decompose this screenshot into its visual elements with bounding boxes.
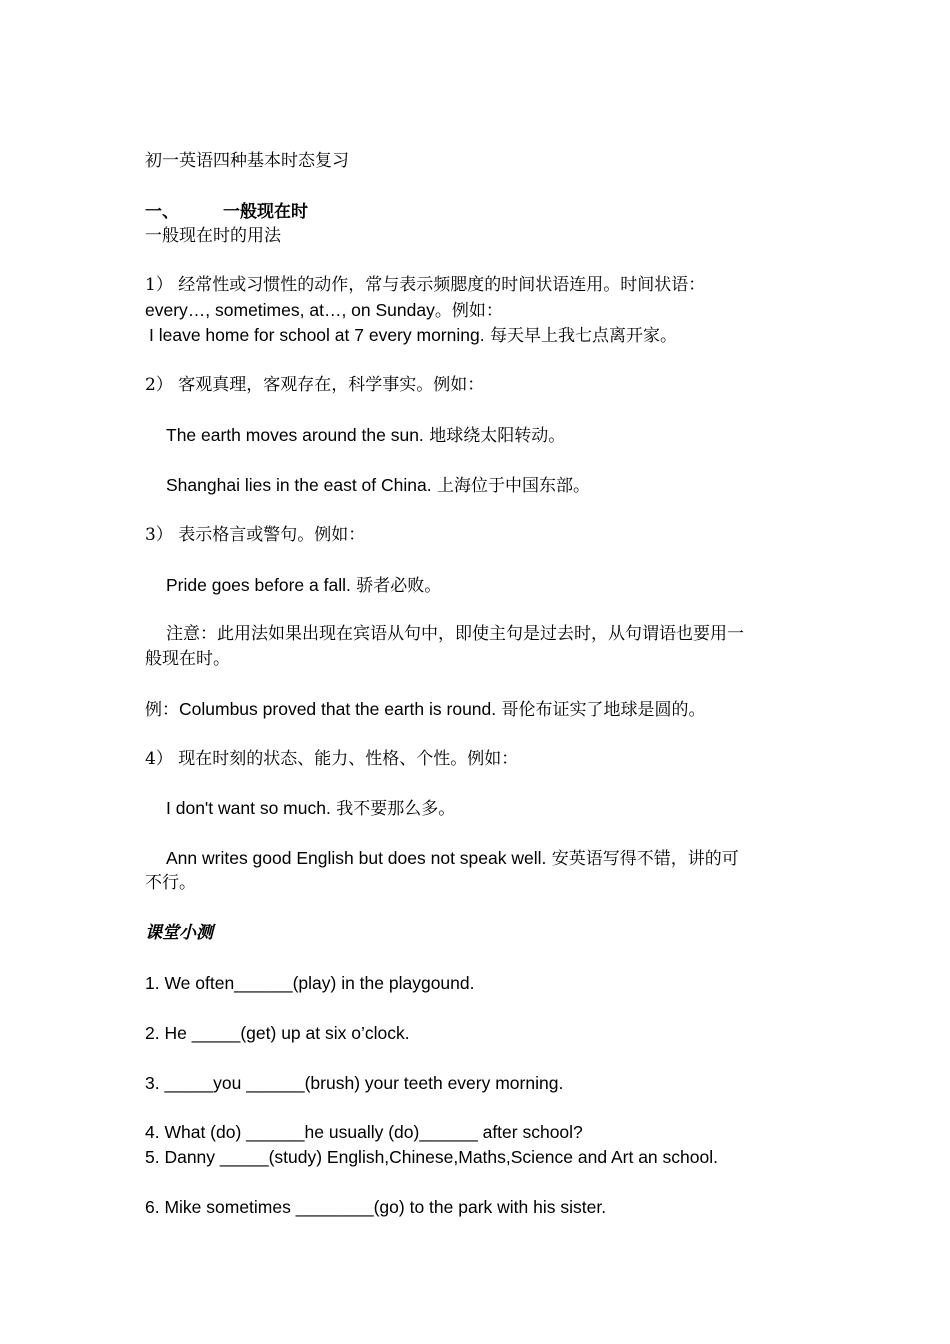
usage-3-example-2 — [145, 697, 706, 723]
example-prefix: 例： — [145, 700, 179, 720]
example-cn: 骄者必败。 — [350, 576, 442, 596]
adverbials-cn: 。例如： — [434, 301, 503, 321]
usage-4-example-2-cont: 不行。 — [145, 873, 196, 893]
quiz-item-6: 6. Mike sometimes ________(go) to the park with his sister. — [145, 1197, 607, 1217]
quiz-title: 课堂小测 — [145, 923, 213, 943]
usage-2-example-2 — [166, 473, 590, 499]
document-title: 初一英语四种基本时态复习 — [145, 151, 349, 171]
quiz-item-2: 2. He _____(get) up at six o’clock. — [145, 1023, 410, 1043]
usage-title: 一般现在时的用法 — [145, 226, 281, 246]
example-cn: 安英语写得不错，讲的可 — [546, 849, 739, 869]
example-cn: 地球绕太阳转动。 — [423, 426, 566, 446]
note-line-1: 注意：此用法如果出现在宾语从句中，即使主句是过去时，从句谓语也要用一 — [166, 624, 744, 644]
example-cn: 每天早上我七点离开家。 — [484, 326, 677, 346]
usage-3-example — [166, 573, 441, 599]
example-cn: 上海位于中国东部。 — [431, 476, 590, 496]
quiz-item-4: 4. What (do) ______he usually (do)______ after school? — [145, 1122, 583, 1142]
section-number: 一、 — [145, 202, 179, 222]
usage-1-text: 1） 经常性或习惯性的动作，常与表示频腮度的时间状语连用。时间状语： — [145, 275, 706, 295]
example-en: Shanghai lies in the east of China. — [166, 475, 432, 495]
example-en: I don't want so much. — [166, 798, 331, 818]
adverbials-en: every…, sometimes, at…, on Sunday — [145, 300, 435, 320]
section-heading — [145, 199, 308, 225]
quiz-item-3: 3. _____you ______(brush) your teeth every morning. — [145, 1073, 564, 1093]
usage-4-example-1 — [166, 796, 455, 822]
section-title: 一般现在时 — [223, 202, 308, 222]
note-line-2: 般现在时。 — [145, 649, 230, 669]
example-en: Ann writes good English but does not speak well. — [166, 848, 547, 868]
usage-2-text: 2） 客观真理，客观存在，科学事实。例如： — [145, 375, 485, 395]
example-en: The earth moves around the sun. — [166, 425, 424, 445]
example-en: Pride goes before a fall. — [166, 575, 351, 595]
example-cn: 我不要那么多。 — [330, 799, 456, 819]
example-cn: 哥伦布证实了地球是圆的。 — [496, 700, 706, 720]
usage-4-text: 4） 现在时刻的状态、能力、性格、个性。例如： — [145, 749, 519, 769]
example-en: I leave home for school at 7 every morning. — [149, 325, 485, 345]
usage-1-adverbials — [145, 298, 503, 324]
example-en: Columbus proved that the earth is round. — [179, 699, 497, 719]
usage-1-example — [149, 323, 677, 349]
usage-3-text: 3） 表示格言或警句。例如： — [145, 525, 366, 545]
usage-2-example-1 — [166, 423, 565, 449]
quiz-item-1: 1. We often______(play) in the playgound. — [145, 973, 475, 993]
usage-4-example-2 — [166, 846, 739, 872]
quiz-item-5: 5. Danny _____(study) English,Chinese,Maths,Science and Art an school. — [145, 1147, 718, 1167]
